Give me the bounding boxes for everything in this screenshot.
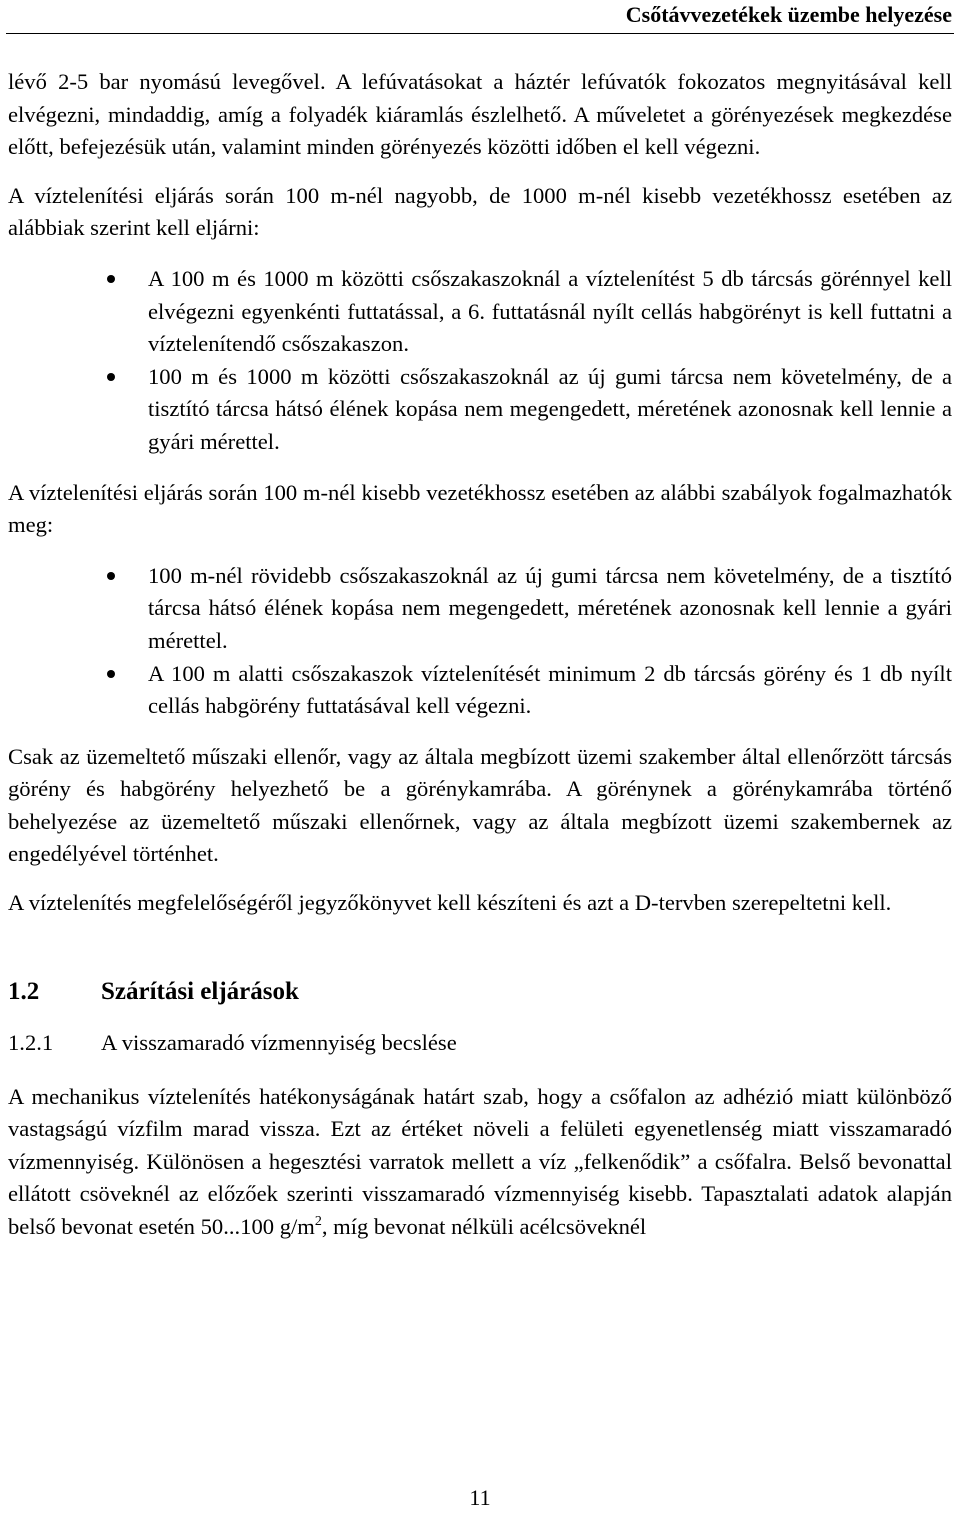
section-title: Szárítási eljárások [101, 977, 299, 1005]
dewatering-list-short [8, 560, 952, 723]
list-item-text: A 100 m alatti csőszakaszok víztelenítését minimum 2 db tárcsás görény és 1 db nyílt cellás habgörény futtatásával kell végezni. [148, 660, 952, 719]
list-item [8, 361, 952, 459]
list-item [8, 263, 952, 361]
section-heading [8, 975, 952, 1009]
superscript: 2 [314, 1214, 322, 1230]
paragraph-dewatering-intro-long: A víztelenítési eljárás során 100 m-nél nagyobb, de 1000 m-nél kisebb vezetékhossz esetében az alábbiak szerint kell eljárni: [8, 182, 952, 241]
paragraph-dewatering-intro-short: A víztelenítési eljárás során 100 m-nél kisebb vezetékhossz esetében az alábbi szabályok fogalmazhatók meg: [8, 479, 952, 538]
list-item [8, 658, 952, 723]
bullet-icon [107, 275, 115, 283]
paragraph-text: A mechanikus víztelenítés hatékonyságának határt szab, hogy a csőfalon az adhézió miatt különböző vastagságú vízfilm marad vissza. Ezt az értéket növeli a felületi egyenetlenség miatt visszamaradó vízmennyiség. Különösen a hegesztési varratok mellett a víz „felkenődik” a csőfalra. Belső bevonattal ellátott csöveknél az előzőek szerinti visszamaradó vízmennyiség kisebb. Tapasztalati adatok alapján belső bevonat esetén 50...100 g/m [8, 1083, 952, 1240]
running-header: Csőtávvezetékek üzembe helyezése [625, 2, 952, 27]
list-item-text: 100 m és 1000 m közötti csőszakaszoknál az új gumi tárcsa nem követelmény, de a tisztító tárcsa hátsó élének kopása nem megengedett, méretének azonosnak kell lennie a gyári mérettel. [148, 363, 952, 454]
paragraph-blowdown: lévő 2-5 bar nyomású levegővel. A lefúvatásokat a háztér lefúvatók fokozatos megnyitásával kell elvégezni, mindaddig, amíg a folyadék kiáramlás észlelhető. A műveletet a görényezések megkezdése előtt, befejezésük után, valamint minden görényezés közötti időben el kell végezni. [8, 69, 952, 160]
paragraph-text-tail: , míg bevonat nélküli acélcsöveknél [321, 1214, 647, 1240]
bullet-icon [107, 670, 115, 678]
subsection-title: A visszamaradó vízmennyiség becslése [101, 1029, 457, 1055]
dewatering-list-long [8, 263, 952, 459]
list-item [8, 560, 952, 658]
page-number: 11 [469, 1485, 491, 1510]
paragraph-protocol: A víztelenítés megfelelőségéről jegyzőkönyvet kell készíteni és azt a D-tervben szerepeltetni kell. [8, 890, 892, 916]
subsection-heading [8, 1027, 952, 1059]
paragraph-pig-insertion: Csak az üzemeltető műszaki ellenőr, vagy az általa megbízott üzemi szakember által ellenőrzött tárcsás görény és habgörény helyezhető be a görénykamrába. A görénynek a görénykamrába történő behelyezése az üzemeltető műszaki ellenőrnek, vagy az általa megbízott üzemi szakembernek az engedélyével történhet. [8, 743, 952, 867]
paragraph-residual-water [8, 1081, 952, 1244]
list-item-text: 100 m-nél rövidebb csőszakaszoknál az új gumi tárcsa nem követelmény, de a tisztító tárcsa hátsó élének kopása nem megengedett, méretének azonosnak kell lennie a gyári mérettel. [148, 562, 952, 653]
header-rule [6, 33, 954, 34]
list-item-text: A 100 m és 1000 m közötti csőszakaszoknál a víztelenítést 5 db tárcsás görénnyel kell elvégezni egyenkénti futtatással, a 6. futtatásnál nyílt cellás habgörényt is kell futtatni a víztelenítendő csőszakaszon. [148, 265, 952, 357]
bullet-icon [107, 373, 115, 381]
subsection-number: 1.2.1 [8, 1029, 54, 1055]
bullet-icon [107, 572, 115, 580]
page-body [8, 66, 952, 1244]
section-number: 1.2 [8, 977, 40, 1005]
